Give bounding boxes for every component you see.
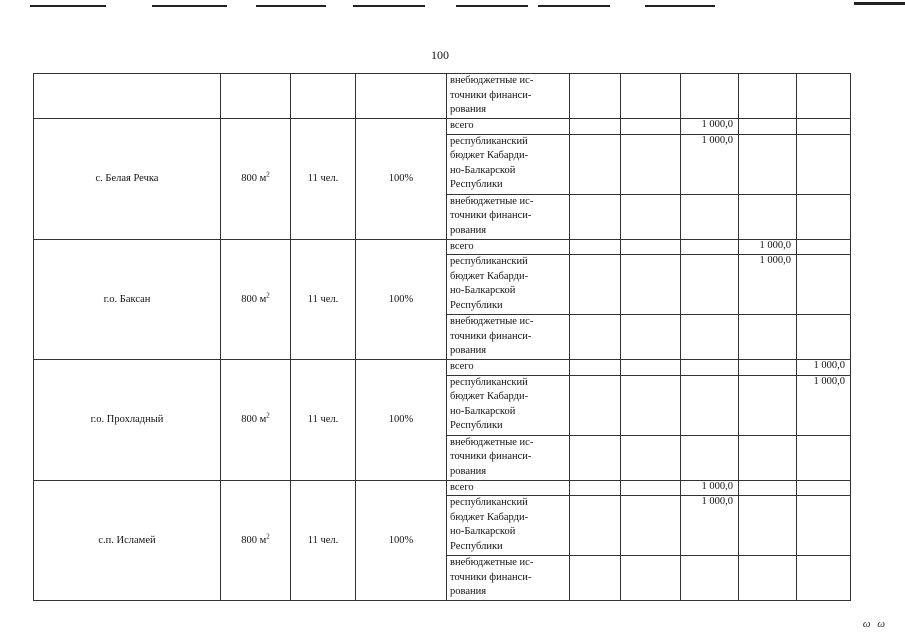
value-cell [797,315,851,360]
value-cell [797,255,851,315]
value-cell [621,255,681,315]
source-label-cell [447,194,570,239]
value-cell [681,194,739,239]
source-label-cell [447,435,570,480]
source-label: республиканский бюджет Кабарди- но-Балкарской Республики [450,256,529,311]
area-unit-exponent: 2 [266,532,270,541]
top-rule [645,5,715,7]
table-row [34,360,851,376]
source-label-cell [447,360,570,376]
source-label-cell: внебюджетные ис- точники финанси- рования [447,74,570,119]
value-cell [570,194,621,239]
staff-cell: 11 чел. [291,480,356,601]
staff-cell [291,74,356,119]
value-cell: 1 000,0 [797,360,851,376]
source-label: республиканский бюджет Кабарди- но-Балкарской Республики [450,376,529,431]
value-cell [570,360,621,376]
value-cell [681,375,739,435]
value-cell [681,255,739,315]
value-cell [681,239,739,255]
value-cell: 1 000,0 [681,119,739,135]
table-row [34,74,851,119]
value-cell [570,134,621,194]
value-cell [739,119,797,135]
value-cell [570,315,621,360]
source-label: всего [450,361,474,372]
value-cell: 1 000,0 [797,375,851,435]
value-cell [681,74,739,119]
source-label: внебюджетные ис- точники финанси- рования [450,316,534,356]
location-cell: с.п. Исламей [34,480,221,601]
value-cell [797,119,851,135]
value-cell [739,74,797,119]
source-label: внебюджетные ис- точники финанси- рования [450,195,534,236]
source-label: внебюджетные ис- точники финанси- рования [450,557,534,597]
source-label-cell [447,239,570,255]
source-label-cell [447,134,570,194]
value-cell [797,194,851,239]
area-cell [221,239,291,360]
top-rule [538,5,610,7]
value-cell [739,556,797,601]
staff-cell: 11 чел. [291,239,356,360]
percent-cell: 100% [356,119,447,240]
value-cell [621,375,681,435]
value-cell [797,239,851,255]
value-cell [621,134,681,194]
value-cell [739,480,797,496]
value-cell [570,496,621,556]
value-cell [621,74,681,119]
value-cell [739,134,797,194]
source-label-cell [447,496,570,556]
table-row [34,480,851,496]
area-cell [221,360,291,481]
value-cell [621,480,681,496]
staff-cell: 11 чел. [291,360,356,481]
value-cell [739,375,797,435]
value-cell [621,194,681,239]
top-rule [456,5,528,7]
percent-cell [356,74,447,119]
top-rule [256,5,326,7]
value-cell [797,74,851,119]
value-cell [570,435,621,480]
value-cell: 1 000,0 [739,255,797,315]
top-rule [854,2,905,5]
value-cell: 1 000,0 [681,134,739,194]
value-cell [570,239,621,255]
staff-cell: 11 чел. [291,119,356,240]
value-cell [621,496,681,556]
area-unit-exponent: 2 [266,170,270,179]
percent-cell: 100% [356,239,447,360]
source-label: всего [450,240,474,252]
source-label-cell [447,119,570,135]
area-value: 800 м [241,293,267,305]
value-cell [797,556,851,601]
area-value: 800 м [241,414,267,426]
value-cell [739,194,797,239]
area-value: 800 м [241,534,267,546]
value-cell: 1 000,0 [681,496,739,556]
value-cell [621,556,681,601]
value-cell [570,375,621,435]
area-unit-exponent: 2 [266,291,270,300]
source-label-cell [447,255,570,315]
value-cell [739,315,797,360]
location-cell: с. Белая Речка [34,119,221,240]
value-cell [570,556,621,601]
value-cell [739,360,797,376]
location-cell: г.о. Баксан [34,239,221,360]
area-cell [221,480,291,601]
value-cell [621,360,681,376]
source-label-cell [447,375,570,435]
handwritten-mark: ω ω [862,618,887,630]
page-number: 100 [431,48,449,62]
source-label: республиканский бюджет Кабарди- но-Балкарской Республики [450,497,529,552]
value-cell [797,496,851,556]
area-cell [221,119,291,240]
value-cell [797,435,851,480]
source-label-cell [447,556,570,601]
area-cell [221,74,291,119]
area-unit-exponent: 2 [266,411,270,420]
value-cell [739,435,797,480]
value-cell [570,119,621,135]
value-cell [621,315,681,360]
value-cell [797,480,851,496]
percent-cell: 100% [356,480,447,601]
value-cell: 1 000,0 [739,239,797,255]
value-cell [621,435,681,480]
value-cell [621,119,681,135]
value-cell [681,315,739,360]
value-cell: 1 000,0 [681,480,739,496]
source-label: республиканский бюджет Кабарди- но-Балкарской Республики [450,135,529,190]
source-label-cell [447,315,570,360]
funding-table [33,73,851,601]
value-cell [797,134,851,194]
value-cell [681,435,739,480]
source-label: всего [450,481,474,493]
value-cell [739,496,797,556]
location-cell [34,74,221,119]
value-cell [681,360,739,376]
value-cell [570,255,621,315]
table-row [34,239,851,255]
top-rule [152,5,227,7]
source-label: всего [450,120,474,131]
source-label: внебюджетные ис- точники финанси- рования [450,436,534,477]
percent-cell: 100% [356,360,447,481]
value-cell [570,74,621,119]
source-label-cell [447,480,570,496]
location-cell: г.о. Прохладный [34,360,221,481]
top-rule [353,5,425,7]
value-cell [621,239,681,255]
area-value: 800 м [241,173,267,185]
value-cell [570,480,621,496]
top-rule [30,5,106,7]
value-cell [681,556,739,601]
table-row [34,119,851,135]
